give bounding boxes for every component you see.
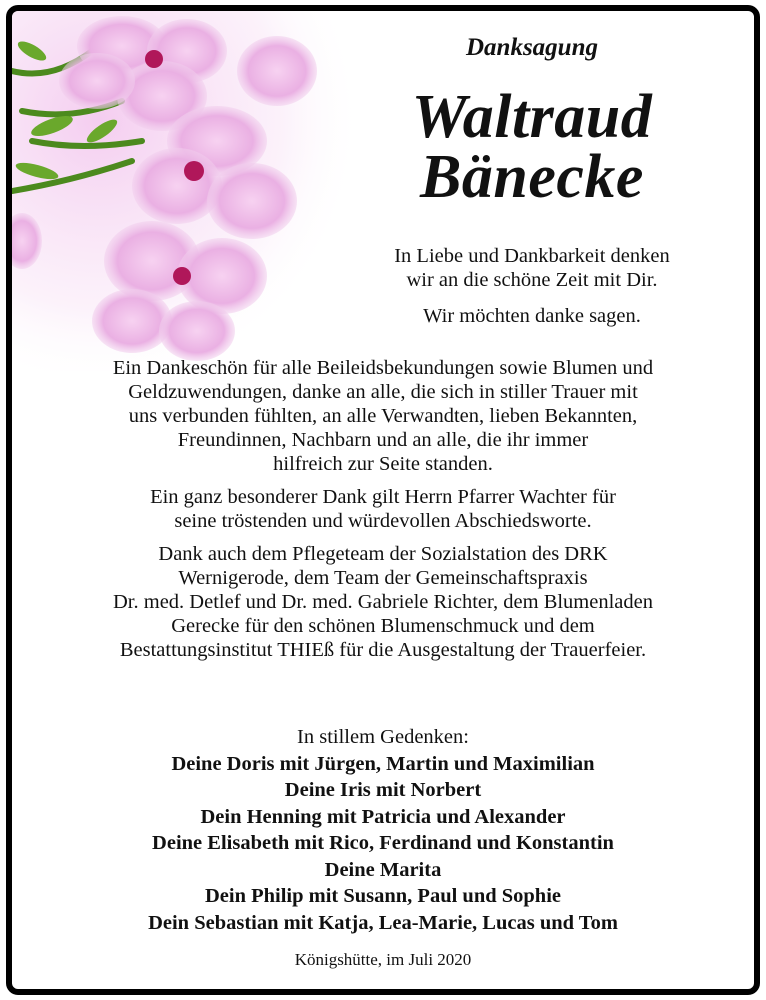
text-line: Dr. med. Detlef und Dr. med. Gabriele Richter, dem Blumenladen	[113, 591, 653, 613]
text-line: Ein Dankeschön für alle Beileidsbekundungen sowie Blumen und	[112, 357, 654, 379]
mourners-block	[32, 724, 734, 936]
notice-frame	[6, 5, 760, 995]
family-line: Dein Philip mit Susann, Paul und Sophie	[204, 885, 562, 907]
name-line: Bänecke	[420, 143, 644, 211]
text-line: Freundinnen, Nachbarn und an alle, die ihr immer	[177, 429, 589, 451]
thanks-line: Wir möchten danke sagen.	[423, 305, 641, 327]
paragraph	[32, 356, 734, 476]
text-line: hilfreich zur Seite standen.	[273, 453, 493, 475]
family-line: Deine Elisabeth mit Rico, Ferdinand und Konstantin	[152, 832, 614, 854]
notice-content	[12, 11, 754, 989]
text-line: Wernigerode, dem Team der Gemeinschaftspraxis	[178, 567, 588, 589]
name-line: Waltraud	[411, 83, 653, 151]
kicker-heading: Danksagung	[466, 34, 598, 61]
paragraph	[32, 542, 734, 662]
intro-line: wir an die schöne Zeit mit Dir.	[406, 269, 658, 291]
text-line: Geldzuwendungen, danke an alle, die sich in stiller Trauer mit	[128, 381, 638, 403]
intro-block	[342, 244, 722, 328]
text-line: Gerecke für den schönen Blumenschmuck und dem	[171, 615, 595, 637]
thanks-body	[32, 356, 734, 671]
header-block	[342, 31, 722, 211]
mourning-intro: In stillem Gedenken:	[297, 726, 469, 748]
text-line: Dank auch dem Pflegeteam der Sozialstation des DRK	[158, 543, 608, 565]
family-line: Deine Doris mit Jürgen, Martin und Maximilian	[171, 752, 595, 775]
text-line: seine tröstenden und würdevollen Abschiedsworte.	[174, 510, 592, 532]
family-line: Deine Marita	[324, 858, 442, 881]
family-line: Deine Iris mit Norbert	[284, 779, 482, 801]
deceased-name	[342, 83, 722, 211]
family-line: Dein Henning mit Patricia und Alexander	[200, 805, 566, 828]
text-line: uns verbunden fühlten, an alle Verwandten, lieben Bekannten,	[128, 405, 638, 427]
paragraph	[32, 485, 734, 533]
family-line: Dein Sebastian mit Katja, Lea-Marie, Lucas und Tom	[148, 911, 618, 934]
place-date: Königshütte, im Juli 2020	[294, 950, 472, 969]
intro-line: In Liebe und Dankbarkeit denken	[394, 245, 670, 267]
text-line: Bestattungsinstitut THIEß für die Ausgestaltung der Trauerfeier.	[119, 639, 647, 661]
text-line: Ein ganz besonderer Dank gilt Herrn Pfarrer Wachter für	[150, 486, 616, 508]
